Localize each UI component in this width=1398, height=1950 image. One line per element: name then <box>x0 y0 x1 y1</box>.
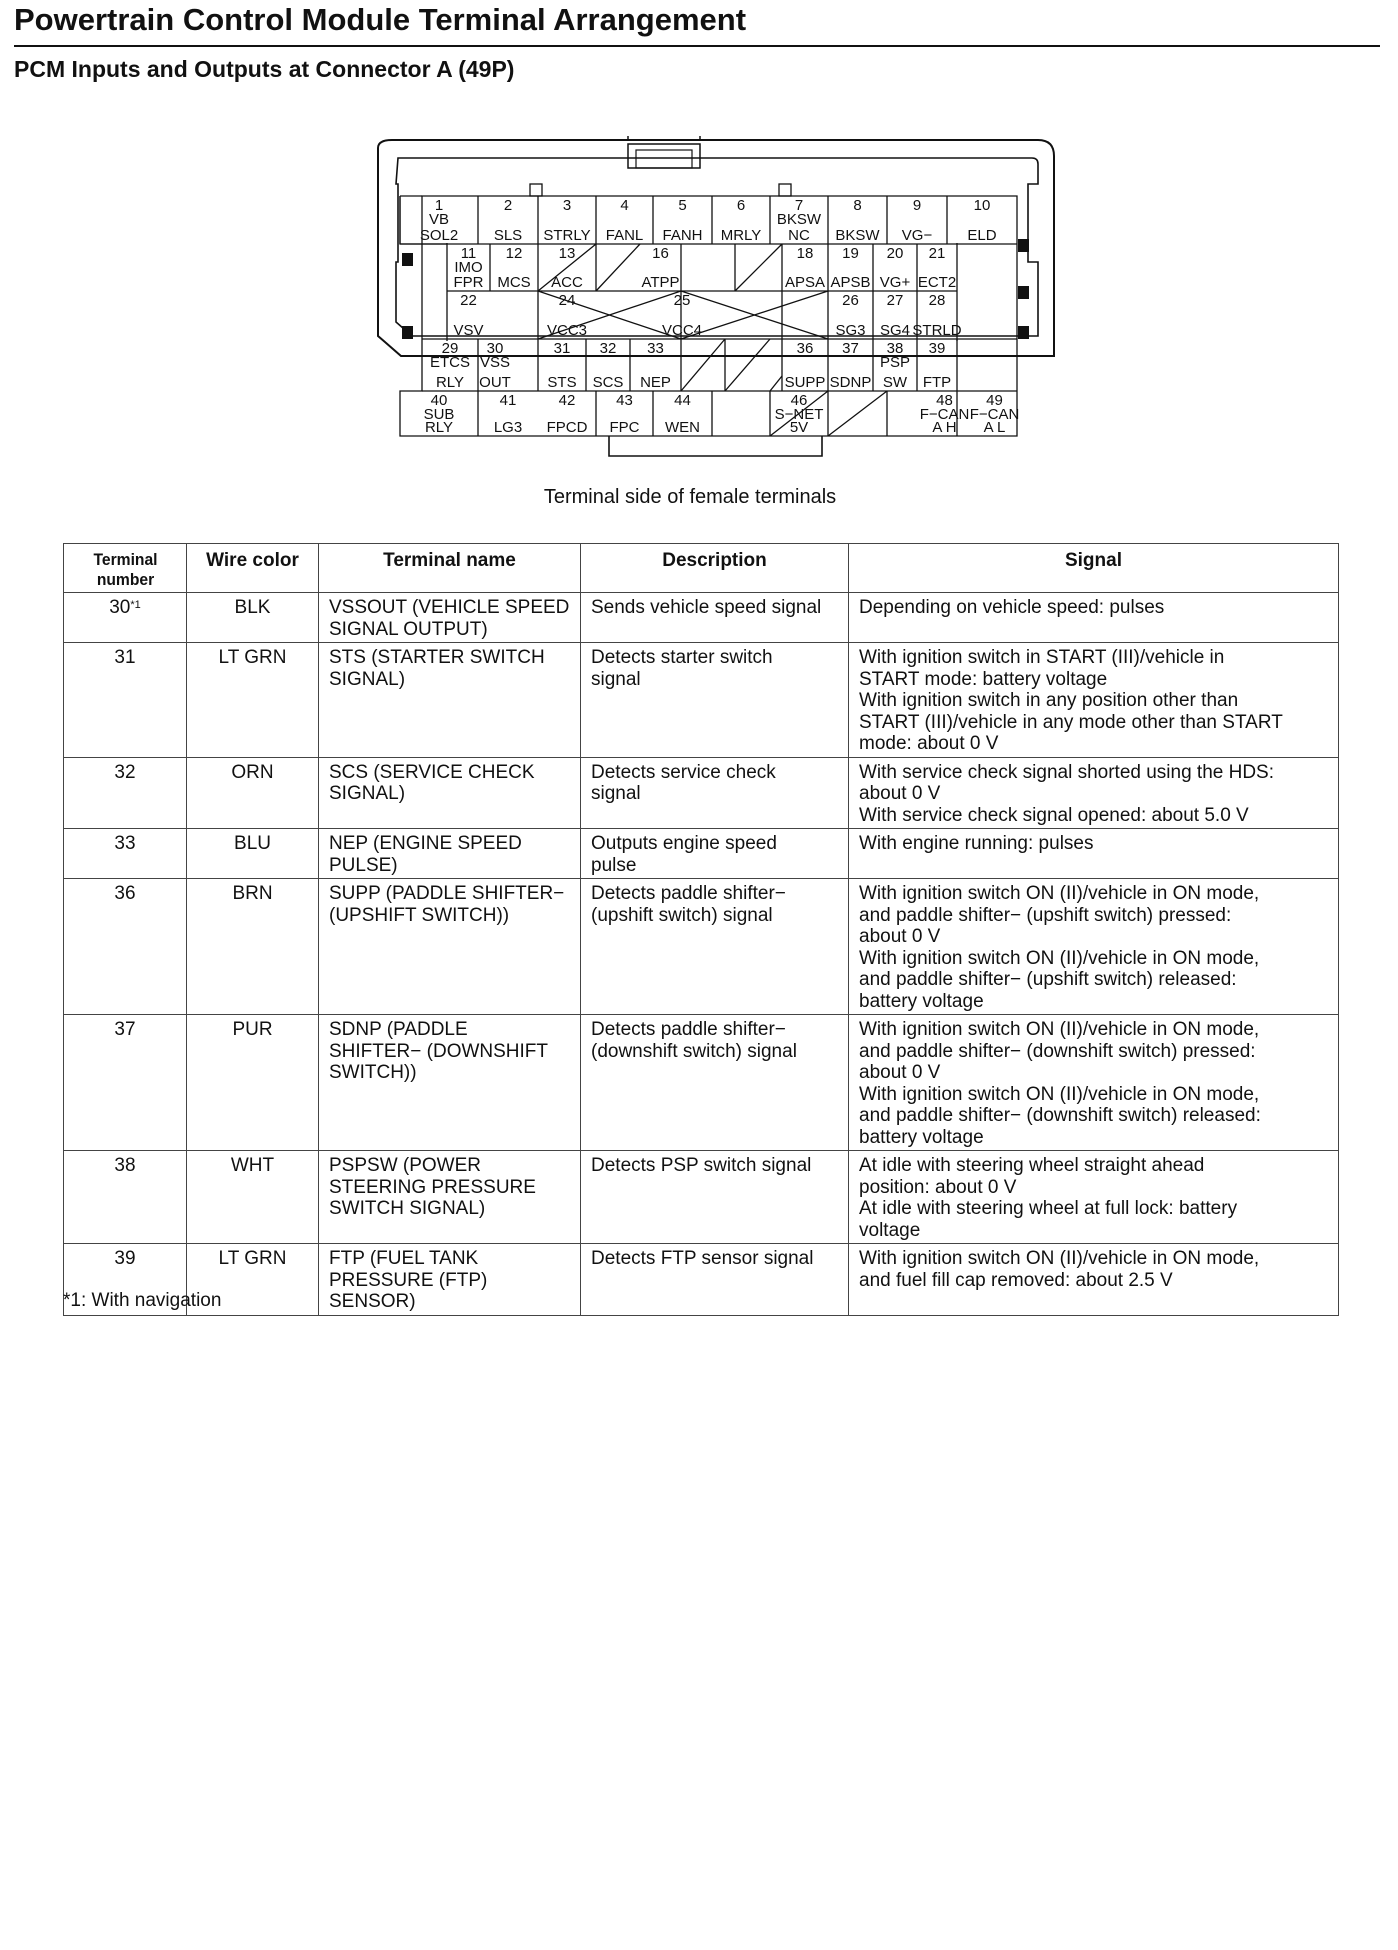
terminal-number: 7 <box>794 197 804 214</box>
connector-drawing <box>360 136 1060 466</box>
terminal-number: 8 <box>853 197 862 214</box>
terminal-label: FANL <box>605 227 644 244</box>
cell-line: Detects service check <box>591 761 776 783</box>
terminal-label: OUT <box>479 374 511 391</box>
cell-line: NEP (ENGINE SPEED <box>329 833 522 854</box>
signal-cell <box>849 593 1339 643</box>
cell-line: With ignition switch ON (II)/vehicle in ON mode, <box>859 1019 1260 1040</box>
description-cell <box>581 593 849 643</box>
cell-line: signal <box>591 783 641 804</box>
cell-line: pulse <box>591 854 637 876</box>
terminal-number: 3 <box>562 197 572 214</box>
header-terminal-name: Terminal name <box>319 544 581 593</box>
wire-color-cell: LT GRN <box>187 1244 319 1316</box>
page-subtitle: PCM Inputs and Outputs at Connector A (49P) <box>14 56 515 82</box>
cell-line: SDNP (PADDLE <box>329 1019 468 1040</box>
cell-line: about 0 V <box>859 783 941 804</box>
terminal-label: SOL2 <box>419 227 459 244</box>
cell-line: SUPP (PADDLE SHIFTER− <box>329 883 565 904</box>
terminal-label: F−CAN <box>919 406 970 423</box>
terminal-label: S−NET <box>774 406 824 423</box>
terminal-number: 25 <box>673 292 691 309</box>
terminal-number: 32 <box>114 761 136 783</box>
terminal-number: 30 <box>109 597 131 618</box>
cell-line: voltage <box>859 1219 921 1241</box>
terminal-label: STS <box>547 374 577 391</box>
table-row <box>64 593 1339 643</box>
cell-line: (UPSHIFT SWITCH)) <box>329 904 510 926</box>
cell-line: With engine running: pulses <box>859 833 1094 854</box>
terminal-number: 22 <box>460 292 477 309</box>
terminal-label: STRLY <box>543 227 591 244</box>
terminal-number: 21 <box>928 245 946 262</box>
cell-line: FTP (FUEL TANK <box>329 1248 479 1269</box>
terminal-number: 2 <box>503 197 513 214</box>
cell-line: Detects starter switch <box>591 647 773 668</box>
cell-line: SWITCH)) <box>329 1062 417 1083</box>
terminal-label: MRLY <box>720 227 762 244</box>
cell-line: SIGNAL) <box>329 783 406 804</box>
description-cell <box>581 1015 849 1151</box>
terminal-label: SDNP <box>829 374 872 391</box>
cell-line: and paddle shifter− (upshift switch) released: <box>859 969 1237 990</box>
cell-line: With ignition switch ON (II)/vehicle in ON mode, <box>859 947 1260 969</box>
terminal-label: WEN <box>665 419 700 436</box>
cell-line: SIGNAL OUTPUT) <box>329 618 488 640</box>
terminal-name-cell <box>319 757 581 829</box>
terminal-label: ATPP <box>641 274 680 291</box>
header-description: Description <box>581 544 849 593</box>
table-row <box>64 879 1339 1015</box>
cell-line: With ignition switch ON (II)/vehicle in ON mode, <box>859 1248 1260 1269</box>
terminal-number: 39 <box>928 340 946 357</box>
terminal-number: 41 <box>499 392 517 409</box>
cell-line: PRESSURE (FTP) <box>329 1269 488 1291</box>
cell-line: battery voltage <box>859 990 984 1012</box>
terminal-number-cell <box>64 879 187 1015</box>
terminal-number-cell <box>64 643 187 758</box>
description-cell <box>581 1151 849 1244</box>
terminal-label: SG4 <box>879 322 911 339</box>
terminal-number-cell <box>64 1015 187 1151</box>
terminal-label: SW <box>882 374 908 391</box>
signal-cell <box>849 1015 1339 1151</box>
terminal-number: 12 <box>505 245 523 262</box>
cell-line: Detects paddle shifter− <box>591 883 786 904</box>
terminal-label: APSB <box>830 274 871 291</box>
terminal-number: 49 <box>986 392 1003 409</box>
cell-line: With service check signal opened: about 5.0 V <box>859 804 1249 826</box>
terminal-number: 18 <box>796 245 814 262</box>
terminal-label: A L <box>983 419 1006 436</box>
page-title: Powertrain Control Module Terminal Arrangement <box>14 2 747 37</box>
cell-line: about 0 V <box>859 926 941 947</box>
cell-line: START (III)/vehicle in any mode other than START <box>859 711 1283 733</box>
terminal-number: 19 <box>842 245 859 262</box>
cell-line: Detects PSP switch signal <box>591 1155 812 1176</box>
cell-line: SHIFTER− (DOWNSHIFT <box>329 1040 549 1062</box>
signal-cell <box>849 829 1339 879</box>
cell-line: With ignition switch in any position other than <box>859 690 1239 711</box>
cell-line: VSSOUT (VEHICLE SPEED <box>329 597 570 618</box>
terminal-label: VCC3 <box>546 322 588 339</box>
description-cell <box>581 643 849 758</box>
terminal-number: 13 <box>558 245 576 262</box>
terminal-label: FPR <box>453 274 484 291</box>
terminal-label: PSP <box>879 354 911 371</box>
terminal-number: 31 <box>553 340 571 357</box>
terminal-label: VCC4 <box>661 322 703 339</box>
terminal-number: 36 <box>114 883 136 904</box>
terminal-number: 11 <box>460 245 477 262</box>
cell-line: START mode: battery voltage <box>859 668 1108 690</box>
description-cell <box>581 879 849 1015</box>
cell-line: and paddle shifter− (downshift switch) pressed: <box>859 1040 1256 1062</box>
signal-cell <box>849 1151 1339 1244</box>
cell-line: SENSOR) <box>329 1291 416 1312</box>
side-key-mark <box>1018 286 1029 299</box>
terminal-number: 27 <box>886 292 904 309</box>
terminal-label: VB <box>428 211 450 228</box>
cell-line: (downshift switch) signal <box>591 1040 797 1062</box>
cell-line: PULSE) <box>329 854 398 876</box>
terminal-label: ECT2 <box>917 274 957 291</box>
wire-color-cell: BLU <box>187 829 319 879</box>
terminal-number: 37 <box>842 340 859 357</box>
terminal-table <box>63 543 1339 1316</box>
signal-cell <box>849 643 1339 758</box>
terminal-number: 16 <box>652 245 669 262</box>
terminal-number: 32 <box>599 340 617 357</box>
cell-line: With ignition switch in START (III)/vehicle in <box>859 647 1225 668</box>
cell-line: At idle with steering wheel straight ahead <box>859 1155 1205 1176</box>
cell-line: Detects FTP sensor signal <box>591 1248 814 1269</box>
connector-diagram <box>360 136 1060 471</box>
cell-line: and paddle shifter− (upshift switch) pressed: <box>859 904 1232 926</box>
table-row <box>64 1244 1339 1316</box>
terminal-label: SUB <box>423 406 455 423</box>
wire-color-cell: ORN <box>187 757 319 829</box>
terminal-number-cell <box>64 829 187 879</box>
cell-line: At idle with steering wheel at full lock: battery <box>859 1198 1238 1219</box>
terminal-number: 37 <box>114 1019 136 1040</box>
cell-line: SCS (SERVICE CHECK <box>329 761 535 783</box>
cell-line: position: about 0 V <box>859 1176 1017 1198</box>
side-key-mark <box>1018 326 1029 339</box>
wire-color-cell: BLK <box>187 593 319 643</box>
terminal-number: 31 <box>114 647 136 668</box>
terminal-label: 5V <box>789 419 809 436</box>
terminal-number: 33 <box>114 833 136 854</box>
terminal-name-cell <box>319 593 581 643</box>
terminal-label: APSA <box>784 274 826 291</box>
terminal-label: VSS <box>479 354 511 371</box>
wire-color-cell: LT GRN <box>187 643 319 758</box>
cell-line: and paddle shifter− (downshift switch) released: <box>859 1105 1261 1126</box>
diagram-caption: Terminal side of female terminals <box>543 486 837 508</box>
terminal-number: 24 <box>558 292 576 309</box>
cell-line: (upshift switch) signal <box>591 904 773 926</box>
terminal-number: 29 <box>441 340 459 357</box>
terminal-number: 39 <box>114 1248 136 1269</box>
terminal-number: 28 <box>928 292 946 309</box>
terminal-number: 5 <box>678 197 687 214</box>
terminal-label: SCS <box>592 374 624 391</box>
bottom-key <box>609 436 822 456</box>
cell-line: and fuel fill cap removed: about 2.5 V <box>859 1269 1173 1291</box>
terminal-number: 44 <box>674 392 691 409</box>
terminal-name-cell <box>319 643 581 758</box>
terminal-number: 20 <box>886 245 904 262</box>
terminal-label: NC <box>788 227 810 244</box>
terminal-number-cell <box>64 757 187 829</box>
cell-line: With service check signal shorted using the HDS: <box>859 761 1275 783</box>
terminal-number: 4 <box>620 197 629 214</box>
wire-color-cell: WHT <box>187 1151 319 1244</box>
terminal-name-cell <box>319 879 581 1015</box>
cell-line: battery voltage <box>859 1126 984 1148</box>
table-row <box>64 643 1339 758</box>
terminal-label: VSV <box>453 322 484 339</box>
terminal-number-cell <box>64 593 187 643</box>
terminal-number: 42 <box>558 392 576 409</box>
terminal-number: 40 <box>430 392 448 409</box>
terminal-name-cell <box>319 1015 581 1151</box>
cell-line: With ignition switch ON (II)/vehicle in ON mode, <box>859 1083 1260 1105</box>
cell-line: STEERING PRESSURE <box>329 1176 536 1198</box>
terminal-number: 46 <box>790 392 808 409</box>
terminal-label: FTP <box>922 374 952 391</box>
wire-color-cell: BRN <box>187 879 319 1015</box>
terminal-label: IMO <box>454 259 483 276</box>
header-wire-color: Wire color <box>187 544 319 593</box>
terminal-label: STRLD <box>912 322 962 339</box>
terminal-number: 38 <box>886 340 904 357</box>
terminal-label: BKSW <box>776 211 822 228</box>
footnote: *1: With navigation <box>63 1290 222 1311</box>
latch-tab <box>628 144 700 168</box>
cell-line: STS (STARTER SWITCH <box>329 647 545 668</box>
signal-cell <box>849 757 1339 829</box>
side-key-mark <box>402 253 413 266</box>
signal-cell <box>849 879 1339 1015</box>
terminal-name-cell <box>319 829 581 879</box>
terminal-number: 10 <box>973 197 991 214</box>
cell-line: With ignition switch ON (II)/vehicle in ON mode, <box>859 883 1260 904</box>
terminal-number: 1 <box>434 197 444 214</box>
cell-line: SIGNAL) <box>329 668 406 690</box>
terminal-number: 6 <box>736 197 746 214</box>
terminal-label: BKSW <box>835 227 880 244</box>
terminal-label: ELD <box>967 227 997 244</box>
header-terminal-number: Terminal number <box>68 544 181 593</box>
terminal-name-cell <box>319 1244 581 1316</box>
signal-cell <box>849 1244 1339 1316</box>
cell-line: SWITCH SIGNAL) <box>329 1198 486 1219</box>
terminal-label: SUPP <box>784 374 826 391</box>
terminal-number-cell <box>64 1151 187 1244</box>
description-cell <box>581 757 849 829</box>
terminal-name-cell <box>319 1151 581 1244</box>
cell-line: Detects paddle shifter− <box>591 1019 786 1040</box>
terminal-label: VG+ <box>879 274 911 291</box>
terminal-number: 26 <box>842 292 859 309</box>
terminal-label: MCS <box>497 274 531 291</box>
terminal-label: FPCD <box>546 419 588 436</box>
side-key-mark <box>402 326 413 339</box>
cell-line: Outputs engine speed <box>591 833 777 854</box>
description-cell <box>581 829 849 879</box>
terminal-number: 48 <box>936 392 953 409</box>
description-cell <box>581 1244 849 1316</box>
terminal-label: SG3 <box>835 322 866 339</box>
table-row <box>64 1151 1339 1244</box>
terminal-label: F−CAN <box>969 406 1020 423</box>
terminal-label: RLY <box>424 419 454 436</box>
cell-line: Sends vehicle speed signal <box>591 597 822 618</box>
cell-line: PSPSW (POWER <box>329 1155 482 1176</box>
terminal-label: A H <box>932 419 957 436</box>
cell-line: about 0 V <box>859 1062 941 1083</box>
title-divider <box>14 45 1380 47</box>
terminal-number: 9 <box>912 197 922 214</box>
header-signal: Signal <box>849 544 1339 593</box>
terminal-label: NEP <box>640 374 671 391</box>
terminal-label: FPC <box>609 419 640 436</box>
side-key-mark <box>1018 239 1029 252</box>
terminal-label: VG− <box>901 227 933 244</box>
terminal-number: 36 <box>796 340 814 357</box>
cell-line: signal <box>591 668 641 690</box>
terminal-label: ACC <box>551 274 583 291</box>
footnote-ref: *1 <box>130 599 141 611</box>
terminal-label: LG3 <box>493 419 523 436</box>
cell-line: Depending on vehicle speed: pulses <box>859 597 1165 618</box>
terminal-label: ETCS <box>429 354 471 371</box>
table-header-row <box>64 544 1339 593</box>
terminal-number: 43 <box>616 392 633 409</box>
cell-line: mode: about 0 V <box>859 733 999 754</box>
table-row <box>64 1015 1339 1151</box>
wire-color-cell: PUR <box>187 1015 319 1151</box>
terminal-number: 30 <box>486 340 504 357</box>
table-row <box>64 757 1339 829</box>
terminal-number: 38 <box>114 1155 136 1176</box>
terminal-number: 33 <box>647 340 664 357</box>
terminal-label: SLS <box>493 227 523 244</box>
terminal-label: FANH <box>662 227 703 244</box>
table-row <box>64 829 1339 879</box>
terminal-label: RLY <box>435 374 465 391</box>
